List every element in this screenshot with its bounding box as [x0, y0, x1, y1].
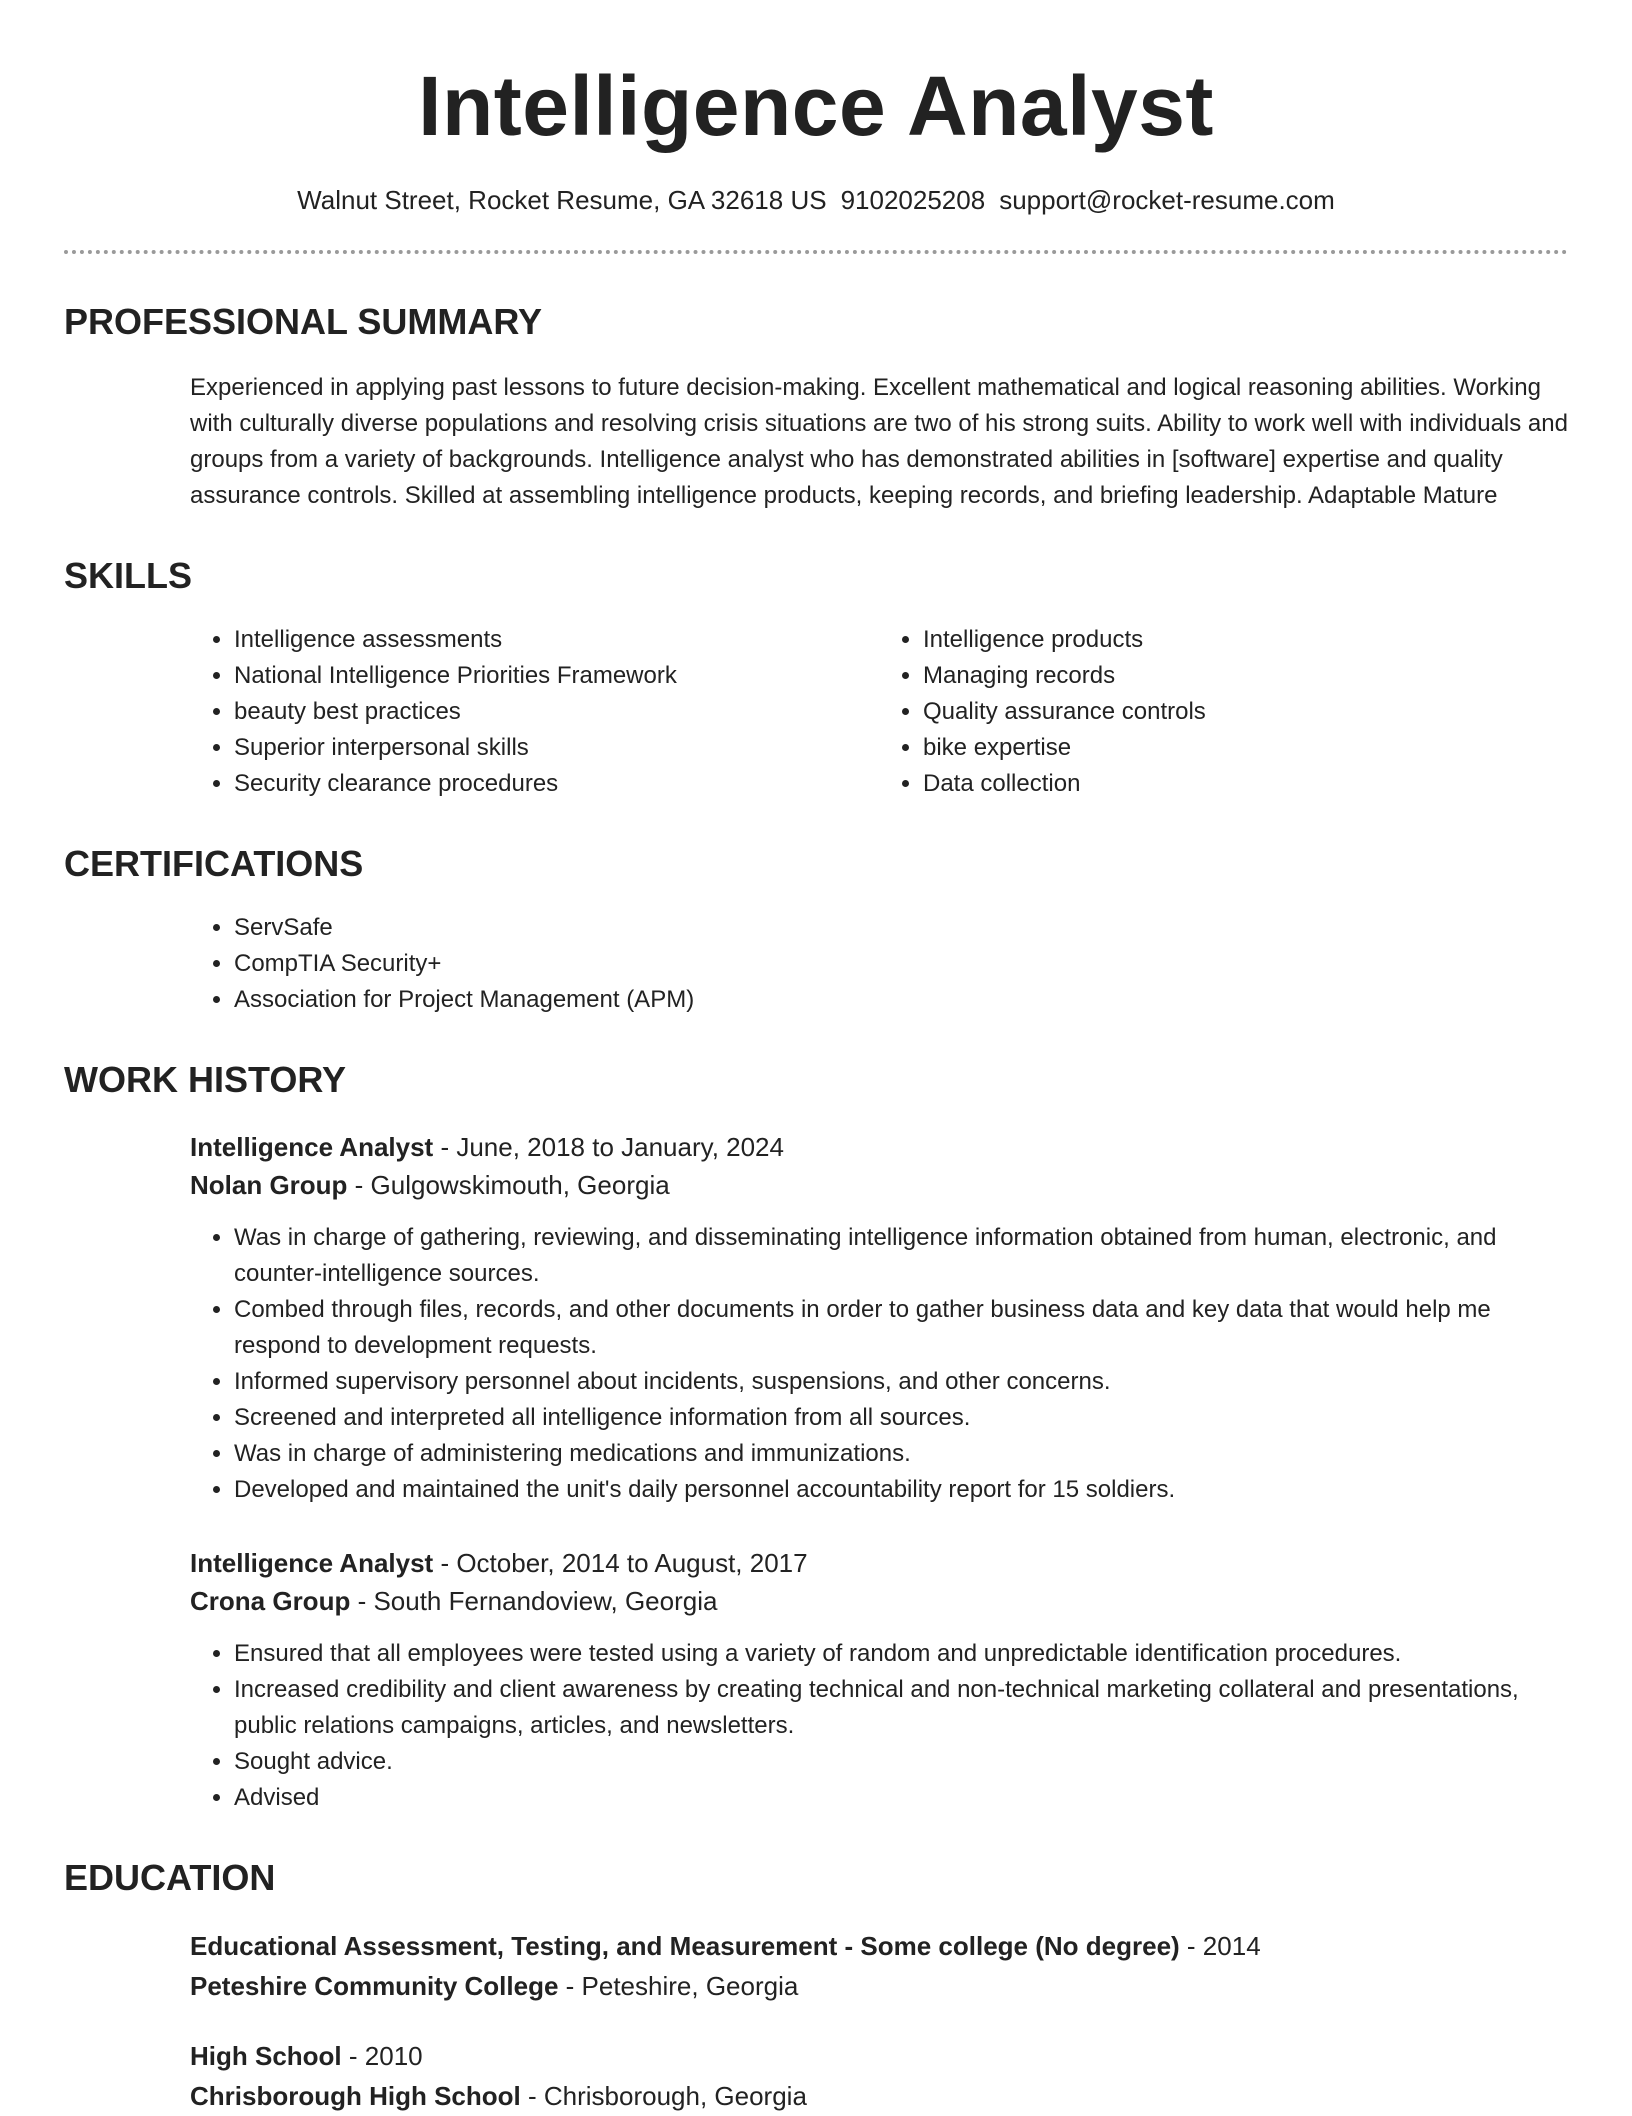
education-entry [190, 2036, 1568, 2116]
certifications-body [64, 910, 1568, 1018]
job-location: - Gulgowskimouth, Georgia [347, 1170, 670, 1200]
job-company-line [190, 1166, 1568, 1204]
education-degree: High School [190, 2041, 342, 2071]
education-school: Peteshire Community College [190, 1971, 559, 2001]
education-school-line [190, 1966, 1568, 2006]
job-bullet: • Advised [234, 1780, 1568, 1816]
job-location: - South Fernandoview, Georgia [350, 1586, 718, 1616]
education-degree-line [190, 2036, 1568, 2076]
contact-email: support@rocket-resume.com [999, 185, 1335, 215]
job-entry [190, 1544, 1568, 1816]
summary-section [64, 300, 1568, 514]
summary-heading: PROFESSIONAL SUMMARY [64, 301, 543, 342]
job-bullets [190, 1220, 1568, 1508]
skill-item: • Managing records [923, 658, 1568, 694]
header-divider [64, 250, 1568, 254]
certification-item: • ServSafe [234, 910, 1568, 946]
skill-item: • Security clearance procedures [234, 766, 879, 802]
job-bullet: • Was in charge of gathering, reviewing, and disseminating intelligence information obtained from human, electronic, and counter-intelligence sources. [234, 1220, 1568, 1292]
education-school-line [190, 2076, 1568, 2116]
job-company: Nolan Group [190, 1170, 348, 1200]
skill-item: • beauty best practices [234, 694, 879, 730]
certifications-section [64, 842, 1568, 1018]
job-dates: - October, 2014 to August, 2017 [433, 1548, 808, 1578]
work-section [64, 1058, 1568, 1816]
education-heading: EDUCATION [64, 1857, 276, 1898]
skills-left-list [190, 622, 879, 802]
job-company: Crona Group [190, 1586, 351, 1616]
resume-name: Intelligence Analyst [418, 59, 1214, 153]
work-heading: WORK HISTORY [64, 1059, 347, 1100]
job-bullet: • Developed and maintained the unit's daily personnel accountability report for 15 soldiers. [234, 1472, 1568, 1508]
job-bullet: • Combed through files, records, and other documents in order to gather business data and key data that would help me respond to development requests. [234, 1292, 1568, 1364]
education-location: - Chrisborough, Georgia [520, 2081, 807, 2111]
skill-item: • Intelligence assessments [234, 622, 879, 658]
education-year: - 2010 [341, 2041, 423, 2071]
skill-item: • Quality assurance controls [923, 694, 1568, 730]
job-bullet: • Increased credibility and client awareness by creating technical and non-technical marketing collateral and presentations, public relations campaigns, articles, and newsletters. [234, 1672, 1568, 1744]
summary-text: Experienced in applying past lessons to future decision-making. Excellent mathematical and logical reasoning abilities. Working with culturally diverse populations and resolving crisis situations are two of his strong suits. Ability to work well with individuals and groups from a variety of backgrounds. Intelligence analyst who has demonstrated abilities in [software] expertise and quality assurance controls. Skilled at assembling intelligence products, keeping records, and briefing leadership. Adaptable Mature [190, 374, 1568, 509]
work-body [64, 1128, 1568, 1816]
job-bullet: • Was in charge of administering medications and immunizations. [234, 1436, 1568, 1472]
job-title: Intelligence Analyst [190, 1132, 434, 1162]
skills-heading: SKILLS [64, 555, 193, 596]
contact-phone: 9102025208 [840, 185, 986, 215]
job-dates: - June, 2018 to January, 2024 [433, 1132, 784, 1162]
job-bullet: • Ensured that all employees were tested using a variety of random and unpredictable identification procedures. [234, 1636, 1568, 1672]
certifications-heading: CERTIFICATIONS [64, 843, 364, 884]
skill-item: • bike expertise [923, 730, 1568, 766]
education-degree: Educational Assessment, Testing, and Measurement - Some college (No degree) [190, 1931, 1180, 1961]
skills-right-list [879, 622, 1568, 802]
skill-item: • Superior interpersonal skills [234, 730, 879, 766]
skills-columns [64, 622, 1568, 802]
skill-item: • National Intelligence Priorities Framework [234, 658, 879, 694]
job-bullet: • Screened and interpreted all intelligence information from all sources. [234, 1400, 1568, 1436]
certification-item: • CompTIA Security+ [234, 946, 1568, 982]
job-bullet: • Sought advice. [234, 1744, 1568, 1780]
education-section [64, 1856, 1568, 2116]
education-body [64, 1926, 1568, 2116]
job-title-line [190, 1128, 1568, 1166]
job-bullet: • Informed supervisory personnel about incidents, suspensions, and other concerns. [234, 1364, 1568, 1400]
education-entry [190, 1926, 1568, 2006]
contact-line [64, 184, 1568, 216]
certifications-list [190, 910, 1568, 1018]
skills-section [64, 554, 1568, 802]
job-entry [190, 1128, 1568, 1508]
job-company-line [190, 1582, 1568, 1620]
contact-address: Walnut Street, Rocket Resume, GA 32618 US [297, 185, 827, 215]
education-school: Chrisborough High School [190, 2081, 521, 2111]
education-location: - Peteshire, Georgia [558, 1971, 799, 2001]
job-title-line [190, 1544, 1568, 1582]
education-year: - 2014 [1179, 1931, 1261, 1961]
job-title: Intelligence Analyst [190, 1548, 434, 1578]
skill-item: • Data collection [923, 766, 1568, 802]
job-bullets [190, 1636, 1568, 1816]
education-degree-line [190, 1926, 1568, 1966]
skill-item: • Intelligence products [923, 622, 1568, 658]
certification-item: • Association for Project Management (APM) [234, 982, 1568, 1018]
